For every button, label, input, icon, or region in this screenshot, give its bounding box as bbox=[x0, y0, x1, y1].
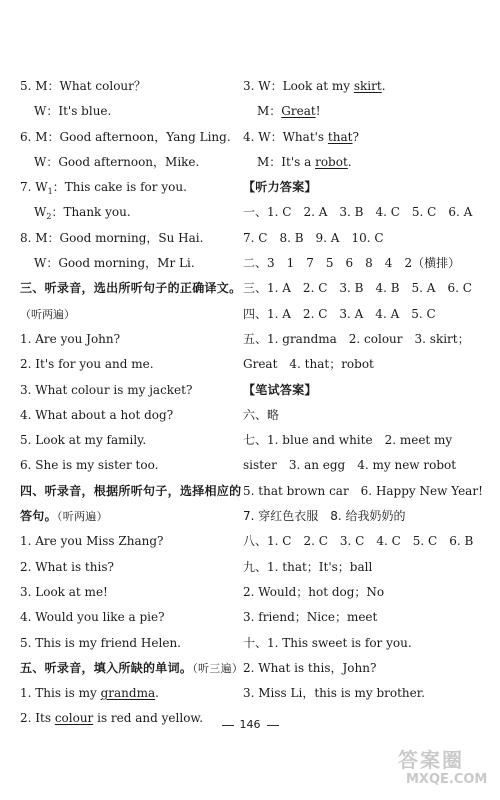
answer-line: 2. Would；hot dog；No bbox=[243, 584, 385, 599]
answer-line: 八、1. C 2. C 3. C 4. C 5. C 6. B bbox=[243, 534, 474, 549]
answer-line: 7. C 8. B 9. A 10. C bbox=[243, 230, 384, 245]
answer-line: 3. friend；Nice；meet bbox=[243, 610, 378, 625]
watermark bbox=[398, 748, 494, 794]
filled-blank: that bbox=[327, 129, 353, 144]
answer-line: 七、1. blue and white 2. meet my bbox=[243, 433, 453, 448]
text-line bbox=[243, 74, 483, 99]
text-line bbox=[20, 200, 232, 225]
footer-dash bbox=[267, 725, 279, 726]
answer-line: 3. Miss Li，this is my brother. bbox=[243, 686, 425, 701]
subscript: 2 bbox=[46, 212, 52, 222]
text-line: 4. What about a hot dog? bbox=[20, 407, 174, 422]
filled-blank: skirt bbox=[353, 79, 382, 93]
text-line bbox=[243, 150, 483, 175]
answer-line: 2. What is this，John? bbox=[243, 660, 377, 675]
answer-heading: 【听力答案】 bbox=[243, 180, 317, 195]
text-span: ：Thank you. bbox=[51, 205, 131, 220]
text-line: 1. Are you Miss Zhang? bbox=[20, 534, 164, 549]
section-heading bbox=[20, 504, 232, 529]
text-line: 6. She is my sister too. bbox=[20, 458, 159, 473]
filled-blank: colour bbox=[54, 711, 94, 726]
answer-line: 一、1. C 2. A 3. B 4. C 5. C 6. A bbox=[243, 205, 473, 220]
text-span: ? bbox=[352, 129, 359, 144]
text-line: 1. Are you John? bbox=[20, 331, 121, 346]
filled-blank: Great bbox=[281, 104, 316, 119]
section-heading: 四、听录音，根据所听句子，选择相应的 bbox=[20, 483, 242, 498]
answer-heading: 【笔试答案】 bbox=[243, 382, 317, 397]
text-line: 5. Look at my family. bbox=[20, 433, 147, 448]
text-line: 5. This is my friend Helen. bbox=[20, 635, 181, 650]
answer-line: Great 4. that；robot bbox=[243, 357, 374, 372]
text-line: 2. It's for you and me. bbox=[20, 357, 154, 372]
text-line: 5. M：What colour？ bbox=[20, 79, 146, 93]
text-span: M：It's a bbox=[257, 154, 316, 169]
text-span: 4. W：What's bbox=[243, 129, 328, 144]
section-heading: 三、听录音，选出所听句子的正确译文。 bbox=[20, 281, 242, 296]
text-span: . bbox=[347, 154, 352, 169]
answer-line: 三、1. A 2. C 3. B 4. B 5. A 6. C bbox=[243, 281, 472, 296]
section-note: （听两遍） bbox=[56, 510, 108, 524]
answer-line: 5. that brown car 6. Happy New Year! bbox=[243, 483, 483, 498]
text-line: 2. What is this? bbox=[20, 559, 114, 574]
text-span: 五、听录音，填入所缺的单词。 bbox=[20, 660, 193, 675]
text-line: 8. M：Good morning，Su Hai. bbox=[20, 230, 204, 245]
text-span: M： bbox=[257, 104, 282, 119]
text-span: 3. W：Look at my bbox=[243, 79, 354, 93]
text-line: 3. What colour is my jacket? bbox=[20, 382, 193, 397]
section-note: （听两遍） bbox=[20, 307, 75, 321]
text-span: ：This cake is for you. bbox=[52, 180, 187, 195]
text-line bbox=[20, 681, 232, 706]
watermark-logo: 答案圈 bbox=[398, 748, 464, 772]
text-line bbox=[243, 125, 483, 150]
text-line: W：Good morning，Mr Li. bbox=[34, 256, 195, 271]
answer-line: sister 3. an egg 4. my new robot bbox=[243, 458, 457, 473]
text-span: . bbox=[155, 686, 159, 701]
text-span: . bbox=[381, 79, 386, 93]
page-number: 146 bbox=[239, 718, 261, 731]
section-note: （听三遍） bbox=[192, 661, 244, 675]
answer-line: 五、1. grandma 2. colour 3. skirt； bbox=[243, 331, 470, 346]
subscript: 1 bbox=[47, 187, 53, 197]
text-span: W bbox=[34, 205, 47, 220]
text-span: 7. W bbox=[20, 180, 48, 195]
text-line: 4. Would you like a pie? bbox=[20, 610, 165, 625]
answer-line: 六、略 bbox=[243, 407, 280, 422]
text-line: 3. Look at me! bbox=[20, 584, 108, 599]
footer-dash bbox=[222, 725, 234, 726]
text-span: is red and yellow. bbox=[93, 711, 204, 726]
text-line: 6. M：Good afternoon，Yang Ling. bbox=[20, 129, 231, 144]
answer-line: 十、1. This sweet is for you. bbox=[243, 635, 412, 650]
section-heading bbox=[20, 656, 244, 681]
text-span: 答句。 bbox=[20, 509, 57, 524]
text-span: 2. Its bbox=[20, 711, 55, 726]
right-column bbox=[243, 74, 483, 706]
text-line: W：Good afternoon，Mike. bbox=[34, 154, 200, 169]
answer-line: 二、3 1 7 5 6 8 4 2（横排） bbox=[243, 256, 461, 271]
text-line bbox=[243, 99, 483, 124]
watermark-url: MXQE.COM bbox=[406, 772, 488, 787]
filled-blank: grandma bbox=[100, 686, 156, 701]
text-span: 1. This is my bbox=[20, 686, 101, 701]
page-footer bbox=[0, 718, 500, 731]
left-column bbox=[20, 74, 244, 732]
text-span: ! bbox=[315, 104, 321, 119]
filled-blank: robot bbox=[315, 154, 348, 169]
answer-line: 四、1. A 2. C 3. A 4. A 5. C bbox=[243, 306, 436, 321]
text-line bbox=[20, 175, 232, 200]
answer-line: 7. 穿红色衣服 8. 给我奶奶的 bbox=[243, 509, 406, 524]
answer-line: 九、1. that；It's；ball bbox=[243, 559, 373, 574]
text-line: W：It's blue. bbox=[34, 104, 112, 119]
